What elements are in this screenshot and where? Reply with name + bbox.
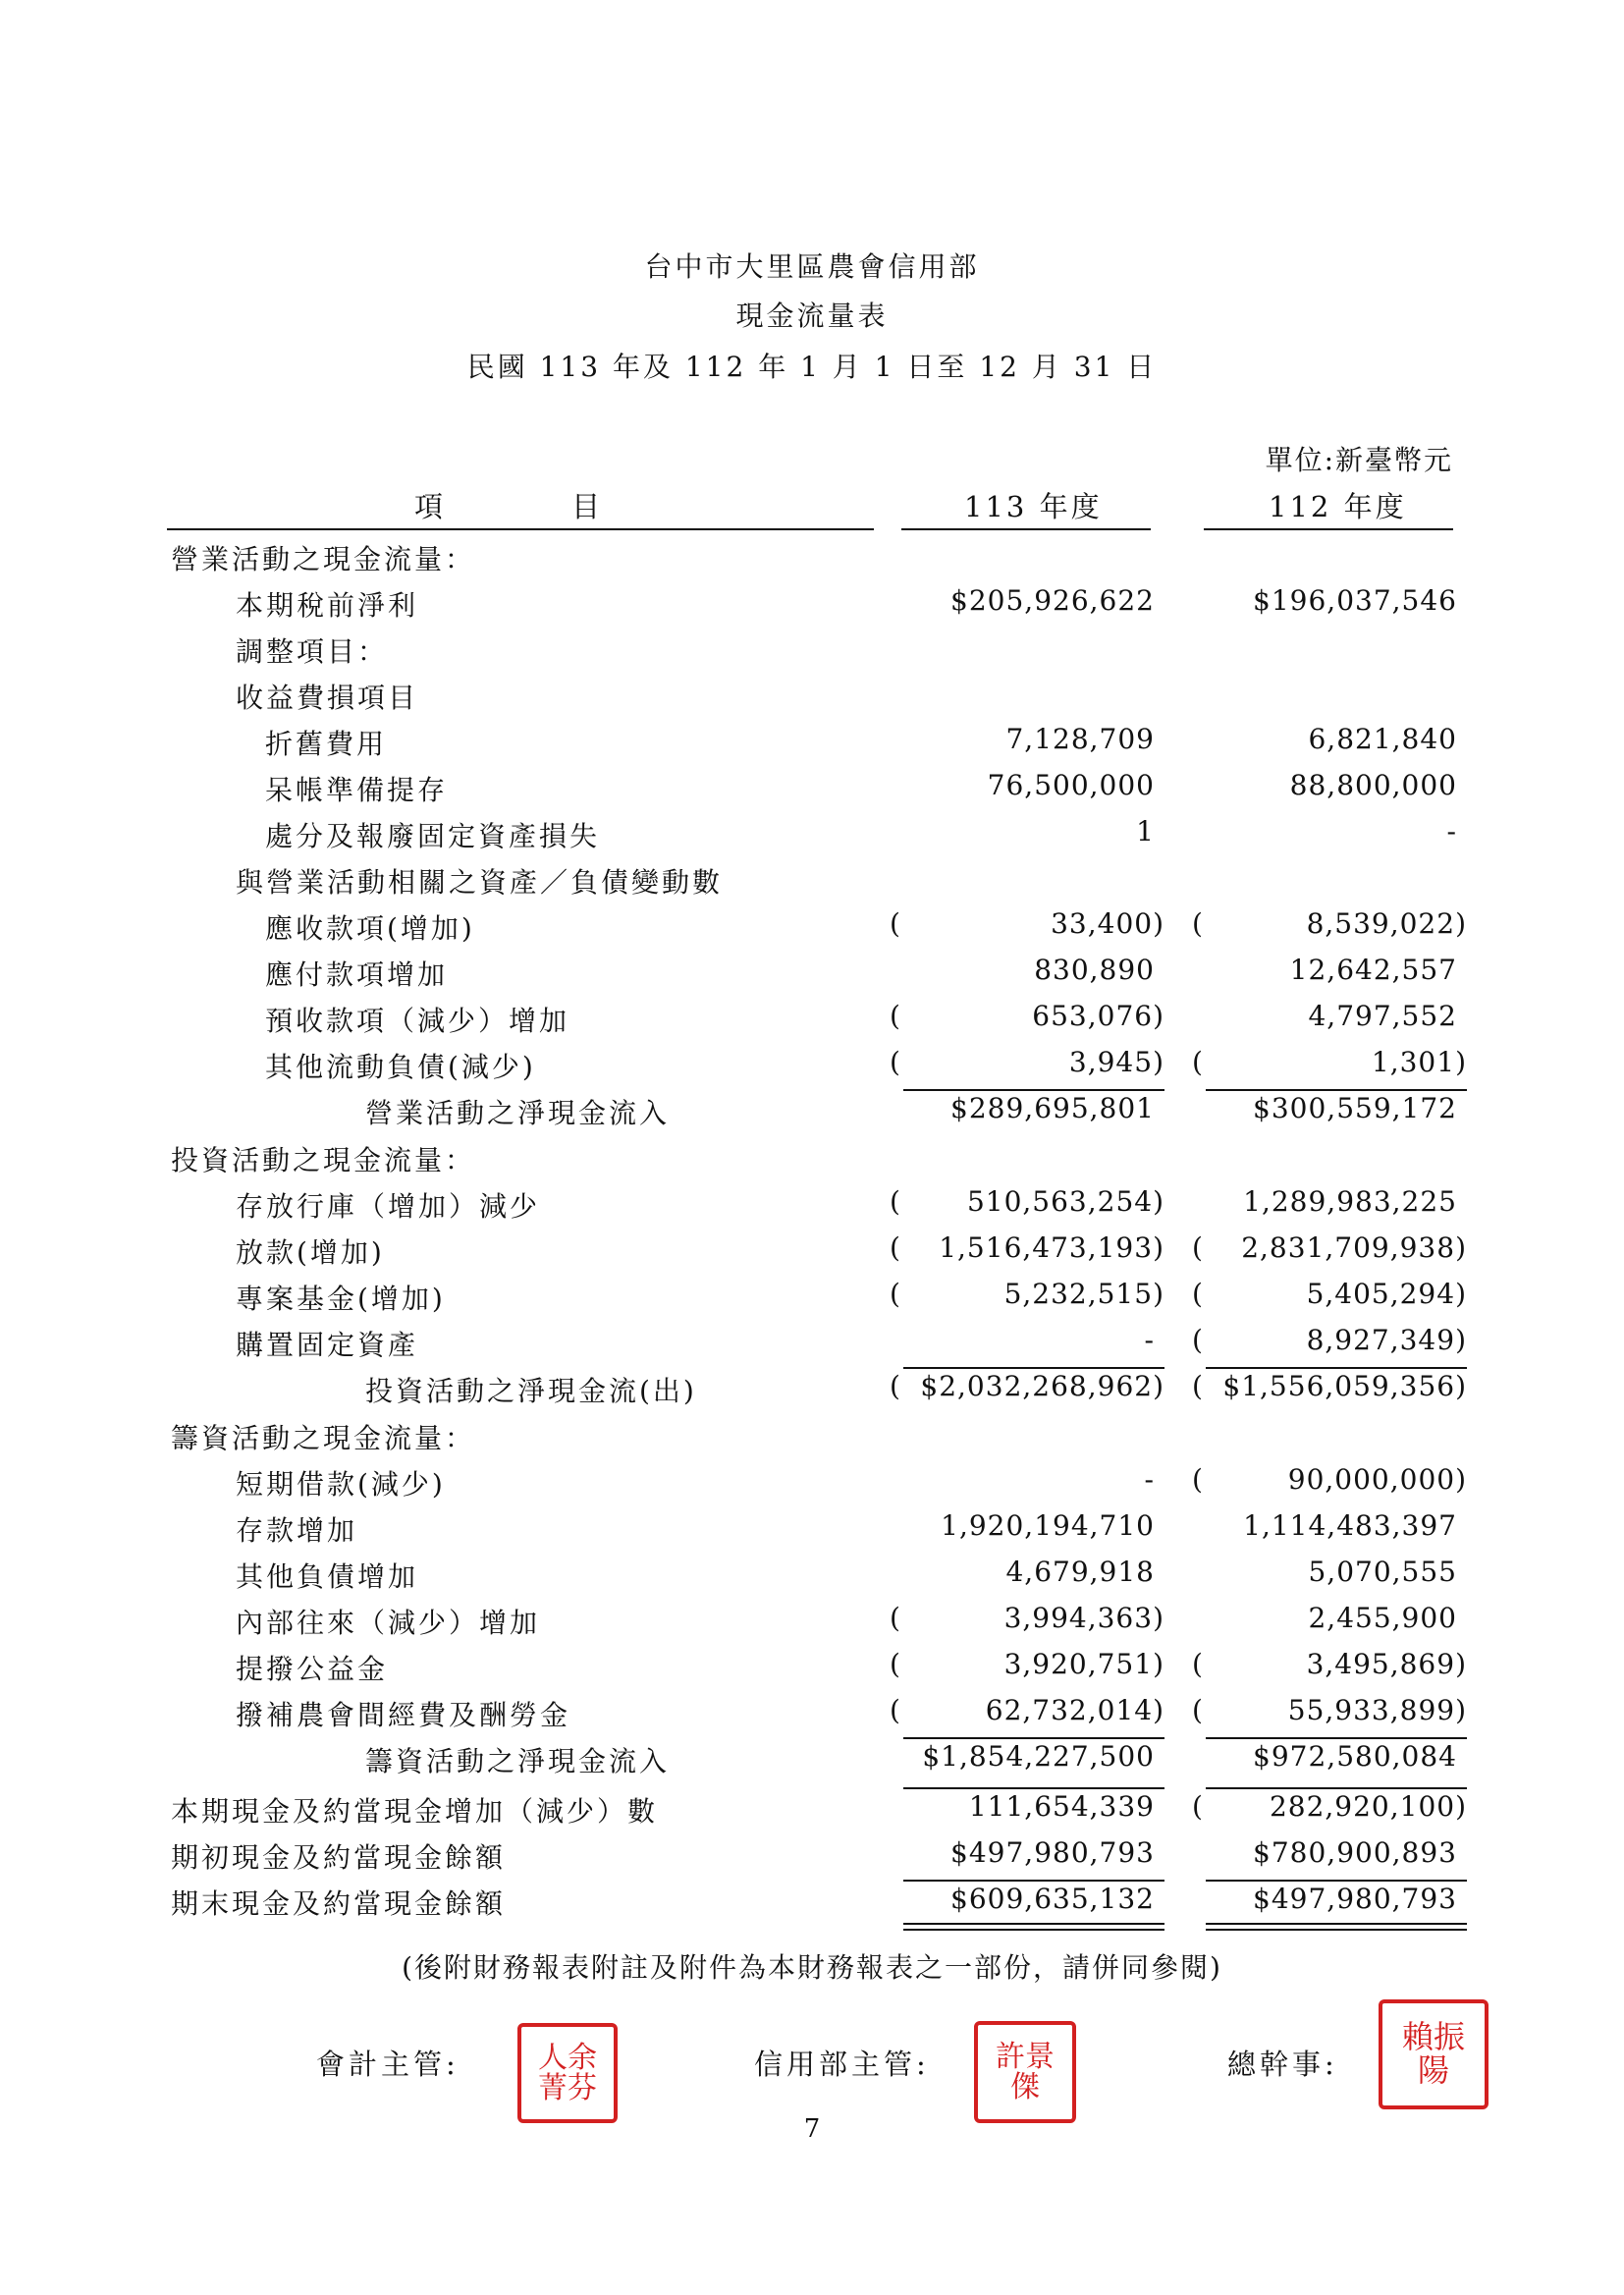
paren-112: ( [1192, 1231, 1203, 1264]
table-row [0, 584, 1624, 630]
row-label: 收益費損項目 [236, 682, 419, 714]
table-row [0, 1694, 1624, 1740]
value-112: $196,037,546 [1253, 584, 1457, 617]
value-112: - [1446, 815, 1457, 847]
value-113: 830,890 [1034, 954, 1155, 986]
value-113: $2,032,268,962) [920, 1370, 1164, 1402]
value-112: 2,455,900 [1308, 1602, 1457, 1634]
subtotal-rule-112 [1206, 1367, 1467, 1369]
table-row [0, 1463, 1624, 1509]
value-113: $1,854,227,500 [922, 1740, 1155, 1773]
paren-113: ( [890, 1185, 900, 1218]
value-113: 33,400) [1051, 907, 1164, 940]
header-rule-113 [901, 528, 1151, 530]
value-112: $300,559,172 [1253, 1092, 1457, 1124]
seal-text: 賴振陽 [1401, 2018, 1465, 2089]
row-label: 應收款項(增加) [265, 912, 475, 945]
table-row [0, 1602, 1624, 1648]
table-row [0, 954, 1624, 1000]
value-113: 3,945) [1068, 1046, 1164, 1078]
row-label: 籌資活動之現金流量： [171, 1422, 476, 1454]
currency-unit: 單位:新臺幣元 [1265, 444, 1453, 476]
table-row [0, 630, 1624, 677]
paren-112: ( [1192, 1324, 1203, 1356]
grand-total-top-rule-113 [903, 1880, 1164, 1882]
table-row [0, 677, 1624, 723]
seal-text: 人余菁芬 [538, 2040, 597, 2105]
row-label: 專案基金(增加) [236, 1283, 446, 1315]
subtotal-row [0, 1740, 1624, 1786]
column-header-113: 113 年度 [964, 490, 1103, 523]
table-row [0, 861, 1624, 907]
header-rule-item [167, 528, 874, 530]
paren-112: ( [1192, 1370, 1203, 1402]
value-112: 1,289,983,225 [1243, 1185, 1457, 1218]
double-rule-113 [903, 1923, 1164, 1931]
total-rule-112 [1206, 1787, 1467, 1789]
row-label: 籌資活動之淨現金流入 [365, 1745, 671, 1777]
row-label: 調整項目： [236, 635, 389, 668]
total-row [0, 1836, 1624, 1883]
value-112: 12,642,557 [1289, 954, 1457, 986]
value-113: 3,920,751) [1003, 1648, 1164, 1680]
value-112: 1,114,483,397 [1243, 1509, 1457, 1542]
value-112: 88,800,000 [1289, 769, 1457, 801]
value-113: 5,232,515) [1003, 1278, 1164, 1310]
paren-112: ( [1192, 1463, 1203, 1496]
value-112: $972,580,084 [1253, 1740, 1457, 1773]
value-112: $780,900,893 [1253, 1836, 1457, 1869]
value-112: 6,821,840 [1308, 723, 1457, 755]
total-row [0, 1790, 1624, 1836]
subtotal-rule-113 [903, 1089, 1164, 1091]
row-label: 購置固定資產 [236, 1329, 419, 1361]
section-financing [0, 1417, 1624, 1463]
column-header-112: 112 年度 [1269, 490, 1407, 523]
row-label: 期末現金及約當現金餘額 [171, 1887, 507, 1920]
seal-general [1379, 1999, 1489, 2109]
table-row [0, 1231, 1624, 1278]
subtotal-rule-112 [1206, 1089, 1467, 1091]
table-row [0, 1046, 1624, 1092]
value-113: $289,695,801 [950, 1092, 1155, 1124]
value-113: $497,980,793 [950, 1836, 1155, 1869]
row-label: 存款增加 [236, 1514, 358, 1547]
row-label: 短期借款(減少) [236, 1468, 446, 1501]
table-row [0, 723, 1624, 769]
statement-title: 現金流量表 [735, 300, 889, 332]
value-113: 76,500,000 [987, 769, 1155, 801]
value-113: 510,563,254) [966, 1185, 1164, 1218]
subtotal-rule-112 [1206, 1737, 1467, 1739]
column-header-item: 項 目 [414, 490, 604, 523]
double-rule-112 [1206, 1923, 1467, 1931]
seal-accounting [517, 2023, 618, 2123]
header-rule-112 [1204, 528, 1453, 530]
paren-112: ( [1192, 1790, 1203, 1823]
row-label: 其他負債增加 [236, 1560, 419, 1593]
table-row [0, 1278, 1624, 1324]
value-112: 282,920,100) [1269, 1790, 1467, 1823]
value-113: 62,732,014) [985, 1694, 1164, 1726]
paren-113: ( [890, 1648, 900, 1680]
table-row [0, 1509, 1624, 1556]
section-investing [0, 1139, 1624, 1185]
value-112: 4,797,552 [1308, 1000, 1457, 1032]
value-113: $205,926,622 [950, 584, 1155, 617]
row-label: 處分及報廢固定資產損失 [265, 820, 601, 852]
value-112: 1,301) [1371, 1046, 1467, 1078]
value-113: 111,654,339 [968, 1790, 1155, 1823]
row-label: 本期現金及約當現金增加（減少）數 [171, 1795, 659, 1828]
paren-113: ( [890, 1694, 900, 1726]
signature-label-accounting: 會計主管: [316, 2048, 460, 2081]
row-label: 呆帳準備提存 [265, 774, 449, 806]
paren-113: ( [890, 907, 900, 940]
value-112: 5,405,294) [1306, 1278, 1467, 1310]
seal-credit [974, 2021, 1076, 2123]
signature-label-general: 總幹事: [1227, 2048, 1338, 2081]
value-112: $497,980,793 [1253, 1883, 1457, 1915]
row-label: 投資活動之淨現金流(出) [365, 1375, 697, 1407]
subtotal-rule-113 [903, 1737, 1164, 1739]
signature-label-credit: 信用部主管: [754, 2048, 930, 2081]
table-row [0, 1324, 1624, 1370]
value-113: 653,076) [1032, 1000, 1164, 1032]
grand-total-top-rule-112 [1206, 1880, 1467, 1882]
value-113: - [1144, 1463, 1155, 1496]
row-label: 本期稅前淨利 [236, 589, 419, 622]
value-113: $609,635,132 [950, 1883, 1155, 1915]
row-label: 與營業活動相關之資產／負債變動數 [236, 866, 724, 899]
row-label: 折舊費用 [265, 728, 388, 760]
value-112: 55,933,899) [1287, 1694, 1467, 1726]
value-113: 1 [1136, 815, 1155, 847]
subtotal-row [0, 1370, 1624, 1416]
subtotal-rule-113 [903, 1367, 1164, 1369]
value-112: 8,927,349) [1306, 1324, 1467, 1356]
table-row [0, 1000, 1624, 1046]
row-label: 內部往來（減少）增加 [236, 1607, 541, 1639]
table-row [0, 1185, 1624, 1231]
value-112: 90,000,000) [1287, 1463, 1467, 1496]
table-row [0, 769, 1624, 815]
table-row [0, 1556, 1624, 1602]
paren-112: ( [1192, 1648, 1203, 1680]
paren-112: ( [1192, 907, 1203, 940]
row-label: 撥補農會間經費及酬勞金 [236, 1699, 571, 1731]
section-operating [0, 538, 1624, 584]
row-label: 期初現金及約當現金餘額 [171, 1841, 507, 1874]
table-row [0, 907, 1624, 954]
paren-113: ( [890, 1000, 900, 1032]
seal-text: 許景傑 [996, 2039, 1055, 2104]
value-112: 3,495,869) [1306, 1648, 1467, 1680]
row-label: 其他流動負債(減少) [265, 1051, 536, 1083]
row-label: 營業活動之淨現金流入 [365, 1097, 671, 1129]
row-label: 應付款項增加 [265, 958, 449, 991]
paren-113: ( [890, 1602, 900, 1634]
paren-112: ( [1192, 1694, 1203, 1726]
value-113: 1,920,194,710 [941, 1509, 1155, 1542]
value-112: $1,556,059,356) [1222, 1370, 1467, 1402]
row-label: 預收款項（減少）增加 [265, 1005, 570, 1037]
row-label: 存放行庫（增加）減少 [236, 1190, 541, 1223]
value-113: 4,679,918 [1005, 1556, 1155, 1588]
value-113: 1,516,473,193) [939, 1231, 1164, 1264]
value-112: 5,070,555 [1308, 1556, 1457, 1588]
value-113: - [1144, 1324, 1155, 1356]
grand-total-row [0, 1883, 1624, 1929]
paren-113: ( [890, 1046, 900, 1078]
table-row [0, 815, 1624, 861]
org-name: 台中市大里區農會信用部 [644, 250, 980, 283]
value-113: 3,994,363) [1003, 1602, 1164, 1634]
paren-113: ( [890, 1278, 900, 1310]
value-112: 2,831,709,938) [1241, 1231, 1467, 1264]
row-label: 營業活動之現金流量： [171, 543, 476, 575]
row-label: 投資活動之現金流量： [171, 1144, 476, 1176]
paren-113: ( [890, 1231, 900, 1264]
value-113: 7,128,709 [1005, 723, 1155, 755]
paren-112: ( [1192, 1046, 1203, 1078]
total-rule-113 [903, 1787, 1164, 1789]
value-112: 8,539,022) [1306, 907, 1467, 940]
page-number: 7 [803, 2114, 821, 2144]
statement-period: 民國 113 年及 112 年 1 月 1 日至 12 月 31 日 [466, 351, 1158, 383]
row-label: 放款(增加) [236, 1236, 385, 1269]
subtotal-row [0, 1092, 1624, 1138]
footnote: (後附財務報表附註及附件為本財務報表之一部份，請併同參閱) [402, 1951, 1222, 1984]
paren-113: ( [890, 1370, 900, 1402]
table-row [0, 1648, 1624, 1694]
row-label: 提撥公益金 [236, 1653, 389, 1685]
paren-112: ( [1192, 1278, 1203, 1310]
